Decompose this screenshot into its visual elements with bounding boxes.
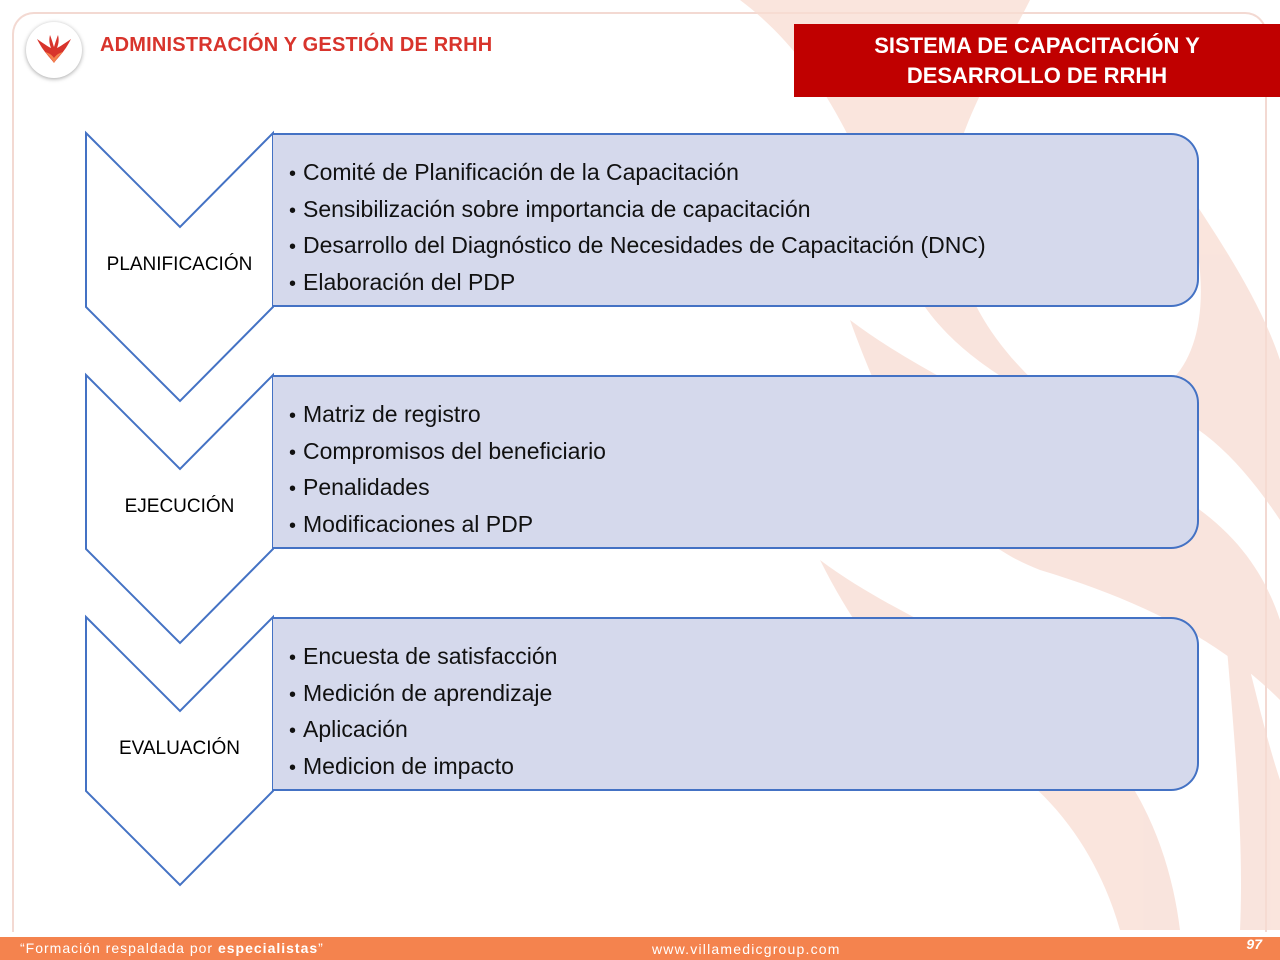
footer-slogan: “Formación respaldada por especialistas” bbox=[20, 940, 324, 956]
list-item: • Medición de aprendizaje bbox=[289, 679, 553, 706]
footer-bar bbox=[0, 937, 1280, 960]
list-item: • Medicion de impacto bbox=[289, 752, 514, 779]
bullet-list bbox=[289, 155, 1177, 301]
list-item: • Sensibilización sobre importancia de capacitación bbox=[289, 195, 811, 222]
list-item: • Matriz de registro bbox=[289, 401, 481, 427]
list-item: • Aplicación bbox=[289, 716, 408, 742]
stage-label-planificacion: PLANIFICACIÓN bbox=[106, 254, 253, 275]
stage-label-evaluacion: EVALUACIÓN bbox=[118, 738, 241, 759]
list-item: • Penalidades bbox=[289, 474, 430, 500]
list-item: • Comité de Planificación de la Capacitación bbox=[289, 159, 739, 185]
bullet-list bbox=[289, 397, 1177, 543]
list-item: • Compromisos del beneficiario bbox=[289, 437, 606, 464]
slide-title-line-2: DESARROLLO DE RRHH bbox=[906, 62, 1168, 88]
stage-box-evaluacion bbox=[273, 617, 1199, 791]
stage-label-ejecucion: EJECUCIÓN bbox=[124, 496, 235, 517]
list-item: • Desarrollo del Diagnóstico de Necesidades de Capacitación (DNC) bbox=[289, 232, 986, 258]
footer-website: www.villamedicgroup.com bbox=[652, 941, 841, 957]
list-item: • Modificaciones al PDP bbox=[289, 510, 534, 537]
slide-title-line-1: SISTEMA DE CAPACITACIÓN Y bbox=[874, 32, 1200, 58]
organization-title: ADMINISTRACIÓN Y GESTIÓN DE RRHH bbox=[100, 34, 493, 56]
list-item: • Encuesta de satisfacción bbox=[289, 643, 558, 669]
bullet-list bbox=[289, 639, 1177, 785]
list-item: • Elaboración del PDP bbox=[289, 268, 516, 295]
stage-box-ejecucion bbox=[273, 375, 1199, 549]
stage-box-planificacion bbox=[273, 133, 1199, 307]
page-number: 97 bbox=[1246, 936, 1262, 952]
